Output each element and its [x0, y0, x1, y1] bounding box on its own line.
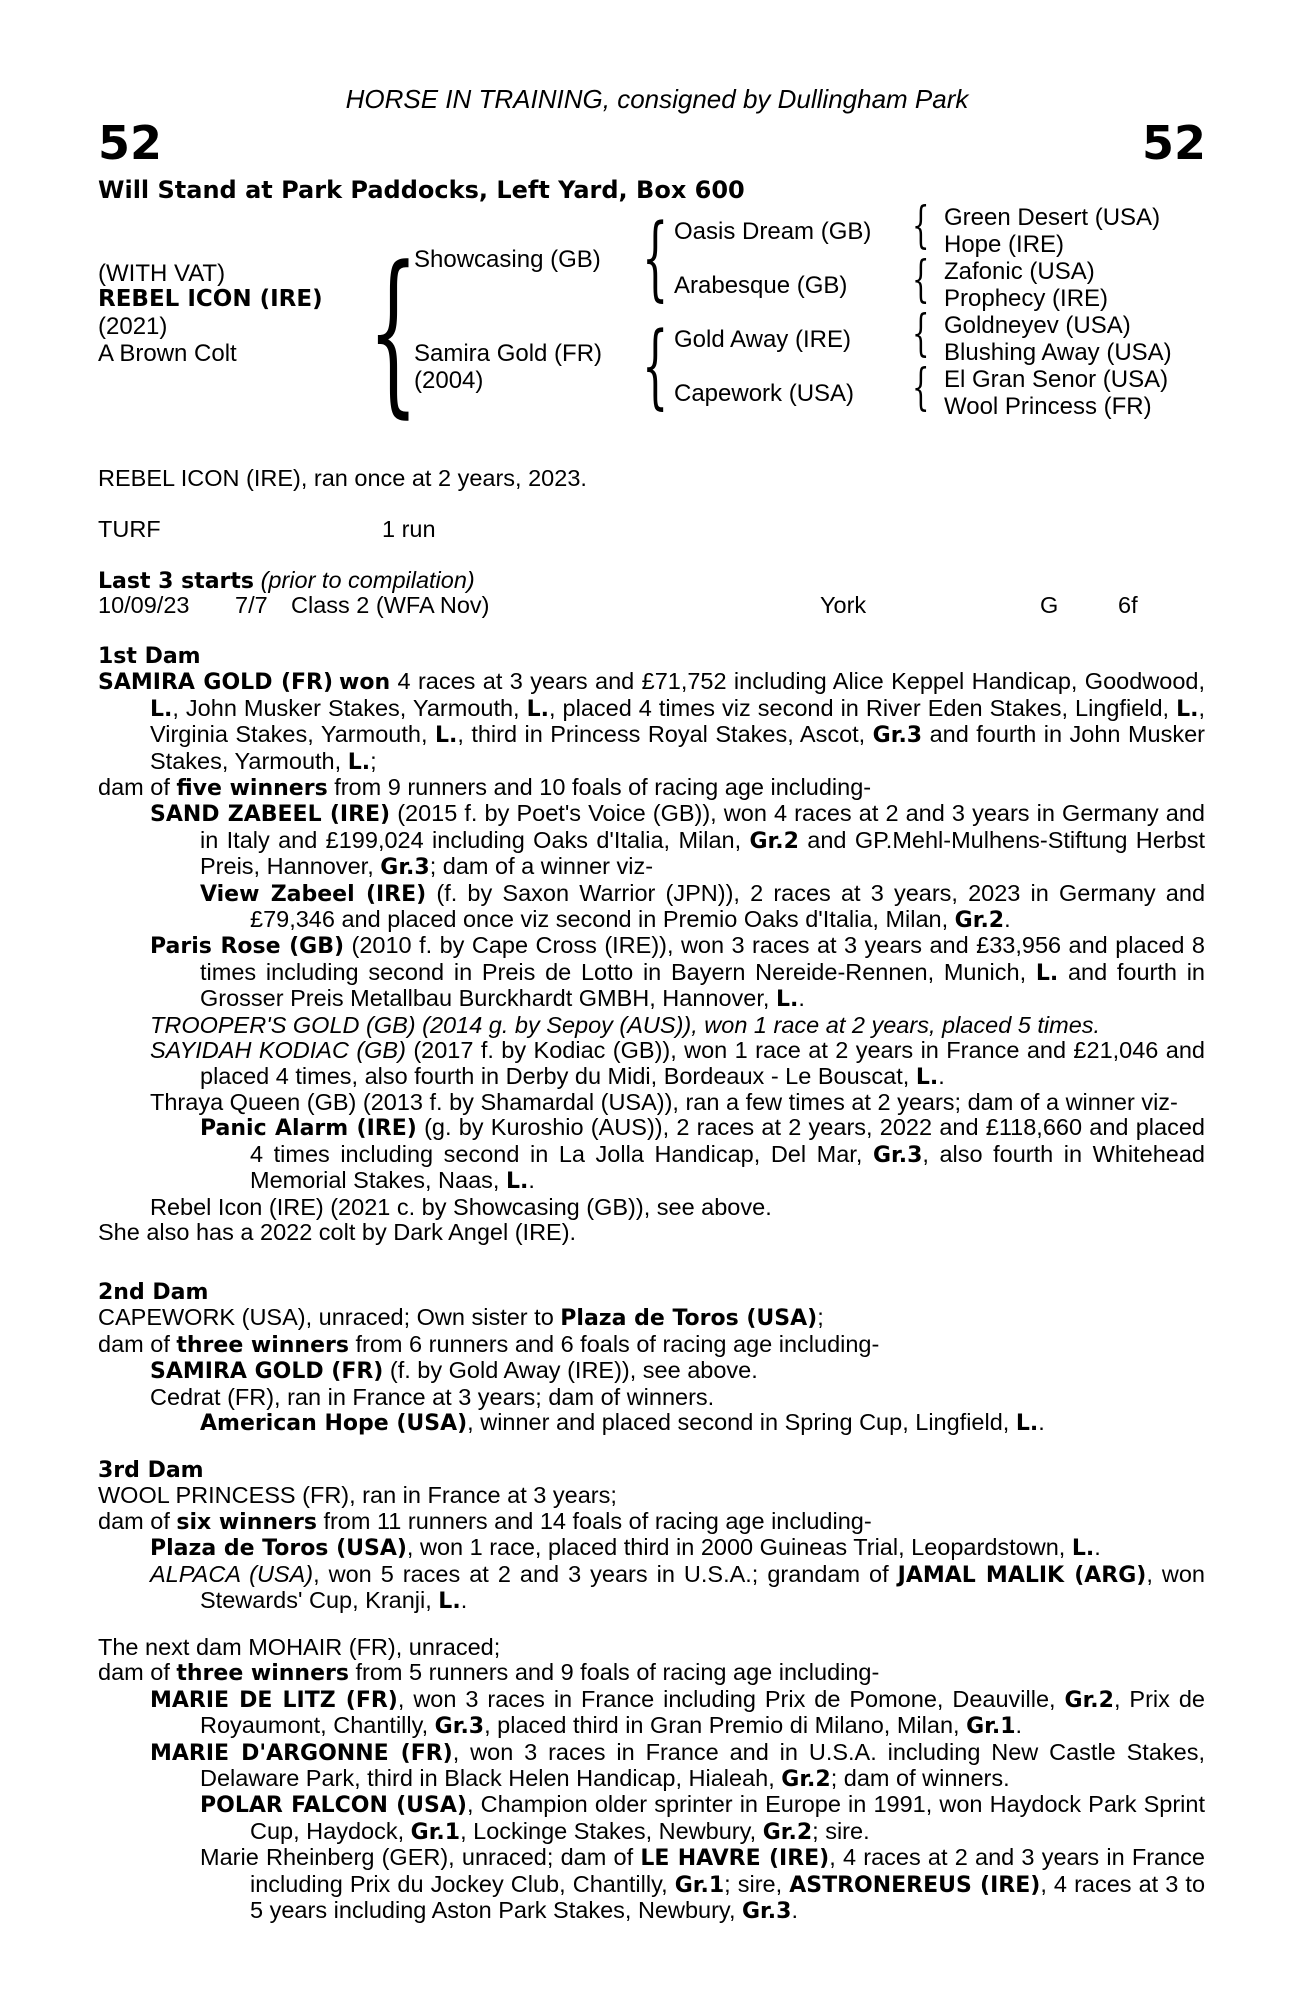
last-starts-note: (prior to compilation) [260, 567, 475, 593]
dam-dam: Capework (USA) [674, 380, 855, 407]
lot-number-right: 52 [1141, 116, 1206, 170]
gg-sire-4: El Gran Senor (USA) [944, 366, 1169, 393]
turf-runs: 1 run [382, 516, 436, 542]
list-item: Cedrat (FR), ran in France at 3 years; dam of winners. [150, 1383, 715, 1410]
list-item: Plaza de Toros (USA), won 1 race, placed third in 2000 Guineas Trial, Leopardstown, L.. [150, 1534, 1101, 1562]
section-heading: 1st Dam [98, 644, 201, 669]
dam-record: CAPEWORK (USA), unraced; Own sister to Plaza de Toros (USA); [98, 1304, 824, 1332]
race-summary: REBEL ICON (IRE), ran once at 2 years, 2023. [98, 465, 587, 491]
gg-dam-3: Blushing Away (USA) [944, 339, 1172, 366]
horse-year: (2021) [98, 313, 168, 340]
next-dam-section [98, 1635, 1205, 1924]
list-item: POLAR FALCON (USA), Champion older sprinter in Europe in 1991, won Haydock Park Sprint Cup, Haydock, Gr.1, Lockinge Stakes, Newbury, Gr.2; sire. [200, 1791, 1205, 1845]
brace-ds: { [912, 304, 930, 362]
brace-dam: { [642, 312, 669, 419]
dam-sire: Gold Away (IRE) [674, 326, 851, 353]
brace-sd: { [912, 250, 930, 308]
start-distance: 6f [1118, 592, 1138, 618]
start-going: G [1040, 592, 1059, 618]
list-item: MARIE D'ARGONNE (FR), won 3 races in France and in U.S.A. including New Castle Stakes, Delaware Park, third in Black Helen Handicap, Hialeah, Gr.2; dam of winners. [150, 1738, 1206, 1793]
page-header-title: HORSE IN TRAINING, consigned by Dullingham Park [345, 84, 969, 114]
list-item: Marie Rheinberg (GER), unraced; dam of LE HAVRE (IRE), 4 races at 2 and 3 years in France including Prix du Jockey Club, Chantilly, Gr.1; sire, ASTRONEREUS (IRE), 4 races at 3 to 5 years including Aston Park Stakes, Newbury, Gr.3. [200, 1844, 1206, 1925]
brace-ss: { [912, 196, 930, 254]
list-item: American Hope (USA), winner and placed second in Spring Cup, Lingfield, L.. [200, 1409, 1045, 1437]
last-starts-heading: Last 3 starts [98, 569, 255, 594]
dam-record: The next dam MOHAIR (FR), unraced; [98, 1634, 501, 1660]
lot-number-left: 52 [98, 116, 163, 170]
second-dam-section [98, 1279, 1205, 1436]
brace-dd: { [912, 358, 930, 416]
list-item: SAYIDAH KODIAC (GB) (2017 f. by Kodiac (GB)), won 1 race at 2 years in France and £21,046 and placed 4 times, also fourth in Derby du Midi, Bordeaux - Le Bouscat, L.. [150, 1037, 1205, 1090]
list-item: ALPACA (USA), won 5 races at 2 and 3 years in U.S.A.; grandam of JAMAL MALIK (ARG), won Stewards' Cup, Kranji, L.. [150, 1560, 1205, 1615]
list-item: Panic Alarm (IRE) (g. by Kuroshio (AUS)), 2 races at 2 years, 2022 and £118,660 and placed 4 times including second in La Jolla Handicap, Del Mar, Gr.3, also fourth in Whitehead Memorial Stakes, Naas, L.. [200, 1114, 1205, 1195]
start-position: 7/7 [235, 592, 268, 618]
start-course: York [820, 592, 867, 618]
dam-of-line: dam of three winners from 5 runners and 9 foals of racing age including- [98, 1659, 880, 1687]
list-item: TROOPER'S GOLD (GB) (2014 g. by Sepoy (AUS)), won 1 race at 2 years, placed 5 times. [150, 1011, 1101, 1038]
section-heading: 2nd Dam [98, 1280, 209, 1305]
last-starts-header [98, 567, 475, 594]
gg-sire-2: Zafonic (USA) [944, 258, 1095, 285]
sire-sire: Oasis Dream (GB) [674, 218, 872, 245]
brace-sire: { [642, 204, 669, 311]
vat-note: (WITH VAT) [98, 260, 226, 287]
list-item: SAND ZABEEL (IRE) (2015 f. by Poet's Voice (GB)), won 4 races at 2 and 3 years in Germany and in Italy and £199,024 including Oaks d'Italia, Milan, Gr.2 and GP.Mehl-Mulhens-Stiftung Herbst Preis, Hannover, Gr.3; dam of a winner viz- [150, 800, 1205, 881]
list-item: MARIE DE LITZ (FR), won 3 races in France including Prix de Pomone, Deauville, Gr.2, Prix de Royaumont, Chantilly, Gr.3, placed third in Gran Premio di Milano, Milan, Gr.1. [150, 1685, 1205, 1740]
gg-sire-1: Green Desert (USA) [944, 204, 1161, 231]
list-item: Rebel Icon (IRE) (2021 c. by Showcasing (GB)), see above. [150, 1193, 772, 1220]
dam-record: WOOL PRINCESS (FR), ran in France at 3 years; [98, 1482, 617, 1509]
list-item: SAMIRA GOLD (FR) (f. by Gold Away (IRE)), see above. [150, 1357, 758, 1385]
gg-dam-2: Prophecy (IRE) [944, 285, 1109, 312]
list-item: Paris Rose (GB) (2010 f. by Cape Cross (IRE)), won 3 races at 3 years and £33,956 and placed 8 times including second in Preis de Lotto in Bayern Nereide-Rennen, Munich, L. and fourth in Grosser Preis Metallbau Burckhardt GMBH, Hannover, L.. [150, 932, 1205, 1013]
list-item: View Zabeel (IRE) (f. by Saxon Warrior (JPN)), 2 races at 3 years, 2023 in Germany and £79,346 and placed once viz second in Premio Oaks d'Italia, Milan, Gr.2. [200, 879, 1206, 934]
also-line: She also has a 2022 colt by Dark Angel (IRE). [98, 1218, 577, 1245]
third-dam-section [98, 1457, 1205, 1614]
dam: Samira Gold (FR) [414, 340, 603, 367]
sire-dam: Arabesque (GB) [674, 272, 848, 299]
stand-location: Will Stand at Park Paddocks, Left Yard, Box 600 [98, 176, 745, 204]
section-heading: 3rd Dam [98, 1458, 204, 1483]
brace-main: { [368, 229, 419, 434]
gg-dam-1: Hope (IRE) [944, 231, 1065, 258]
sire: Showcasing (GB) [414, 246, 601, 273]
dam-of-line: dam of three winners from 6 runners and 6 foals of racing age including- [98, 1330, 880, 1358]
list-item: Thraya Queen (GB) (2013 f. by Shamardal (USA)), ran a few times at 2 years; dam of a winner viz- [150, 1088, 1178, 1115]
dam-year: (2004) [414, 367, 484, 394]
dam-record: SAMIRA GOLD (FR) won 4 races at 3 years and £71,752 including Alice Keppel Handicap, Goodwood, L., John Musker Stakes, Yarmouth, L., placed 4 times viz second in River Eden Stakes, Lingfield, L., Virginia Stakes, Yarmouth, L., third in Princess Royal Stakes, Ascot, Gr.3 and fourth in John Musker Stakes, Yarmouth, L.; [98, 668, 1206, 775]
turf-label: TURF [98, 516, 161, 542]
first-dam-section [98, 643, 1205, 1245]
gg-sire-3: Goldneyev (USA) [944, 312, 1131, 339]
horse-description: A Brown Colt [98, 340, 237, 367]
dam-of-line: dam of five winners from 9 runners and 10 foals of racing age including- [98, 774, 872, 802]
horse-name: REBEL ICON (IRE) [98, 286, 323, 312]
start-date: 10/09/23 [98, 592, 190, 618]
gg-dam-4: Wool Princess (FR) [944, 393, 1152, 420]
start-race: Class 2 (WFA Nov) [291, 592, 490, 618]
dam-of-line: dam of six winners from 11 runners and 14 foals of racing age including- [98, 1507, 872, 1535]
